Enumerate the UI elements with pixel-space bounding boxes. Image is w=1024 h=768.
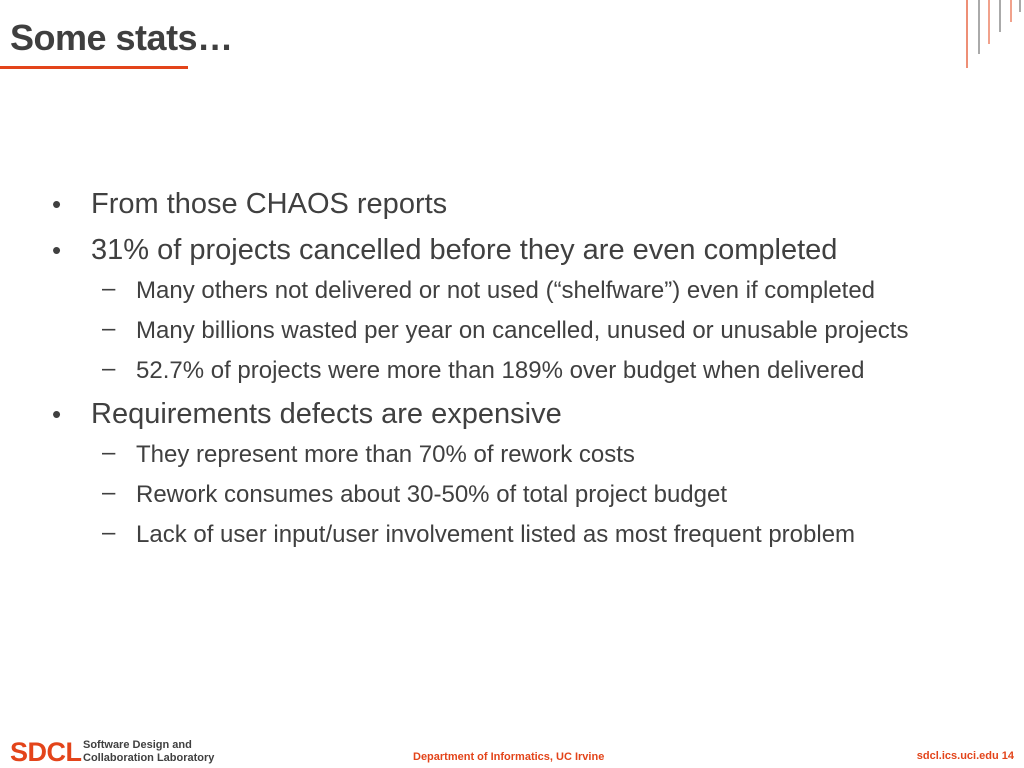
dash-marker: – [102, 439, 116, 466]
sub-bullet-item [52, 354, 982, 388]
bullet-marker: • [52, 189, 62, 219]
bullet-text: From those CHAOS reports [91, 188, 448, 220]
site-and-page-number: sdcl.ics.uci.edu 14 [916, 750, 1014, 762]
sdcl-logo: SDCL [10, 737, 82, 767]
sub-bullet-text: Many others not delivered or not used (“shelfware”) even if completed [136, 277, 876, 304]
sub-bullet-item [52, 438, 982, 472]
sub-bullet-text: Lack of user input/user involvement listed as most frequent problem [136, 521, 856, 548]
sub-bullet-item [52, 314, 982, 348]
dash-marker: – [102, 355, 116, 382]
corner-decoration [948, 0, 1024, 70]
lab-name-line2: Collaboration Laboratory [83, 752, 215, 764]
bullet-text: Requirements defects are expensive [91, 398, 562, 430]
lab-name [83, 739, 214, 765]
sub-bullet-text: 52.7% of projects were more than 189% over budget when delivered [136, 357, 865, 384]
dash-marker: – [102, 315, 116, 342]
lab-name-line1: Software Design and [83, 739, 192, 751]
sub-bullet-text: Rework consumes about 30-50% of total project budget [136, 481, 728, 508]
bullet-marker: • [52, 399, 62, 429]
sub-bullet-item [52, 518, 982, 552]
sub-bullet-text: They represent more than 70% of rework costs [136, 441, 635, 468]
sub-bullet-list [52, 438, 982, 552]
sub-bullet-item [52, 478, 982, 512]
department-label: Department of Informatics, UC Irvine [413, 751, 605, 763]
bullet-item [52, 396, 982, 432]
bullet-item [52, 186, 982, 222]
slide-title: Some stats… [10, 17, 233, 58]
sub-bullet-item [52, 274, 982, 308]
title-underline [0, 66, 188, 69]
dash-marker: – [102, 519, 116, 546]
sub-bullet-list [52, 274, 982, 388]
dash-marker: – [102, 275, 116, 302]
bullet-marker: • [52, 235, 62, 265]
sub-bullet-text: Many billions wasted per year on cancelled, unused or unusable projects [136, 317, 909, 344]
bullet-text: 31% of projects cancelled before they are even completed [91, 234, 838, 266]
bullet-item [52, 232, 982, 268]
dash-marker: – [102, 479, 116, 506]
bullet-list [52, 186, 982, 560]
